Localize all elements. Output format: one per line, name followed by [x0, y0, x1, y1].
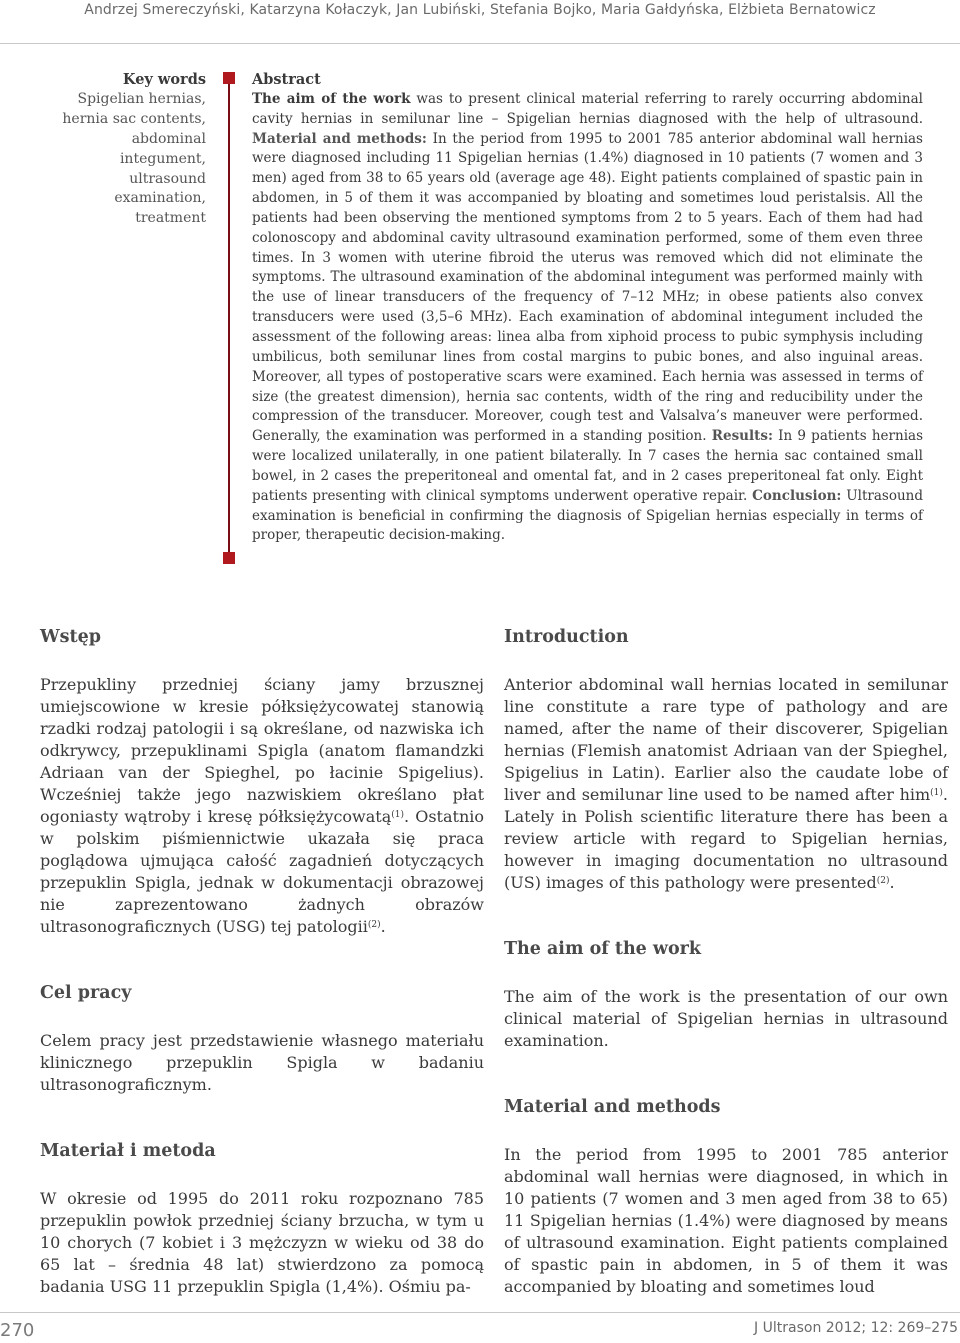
abstract-vertical-rule [228, 78, 230, 562]
abstract-conclusion-label: Conclusion: [752, 487, 842, 504]
footer-divider [0, 1312, 960, 1313]
paragraph-text: Anterior abdominal wall hernias located in semilunar line constitute a rare type of pathology and are named, after the name of their discoverer, Spigelian hernias (Flemish anatomist Adriaan van der Spieghel, Spigelius in Latin). Earlier also the caudate lobe of liver and semilunar line used to be named after him [504, 675, 948, 804]
paragraph-wstep [40, 674, 484, 938]
abstract-aim-label: The aim of the work [252, 90, 411, 107]
paragraph-text: . [380, 917, 386, 936]
abstract-results-text: In 9 patients hernias were localized unilaterally, in one patient bilaterally. In 7 cases the hernia sac contained small bowel, in 2 cases the preperitoneal and omental fat, and in 2 cases preperitoneal fat only. Eight patients presenting with clinical symptoms underwent operative repair. [252, 428, 923, 504]
keyword-item: integument, [119, 150, 206, 167]
paragraph-text: . Lately in Polish scientific literature there has been a review article with regard to Spigelian hernias, however in imaging documentation no ultrasound (US) images of this pathology were presented [504, 785, 948, 892]
paragraph-aim-of-work: The aim of the work is the presentation of our own clinical material of Spigelian hernias in ultrasound examination. [504, 987, 948, 1050]
abstract-methods-label: Material and methods: [252, 130, 427, 147]
abstract-methods-text: In the period from 1995 to 2001 785 anterior abdominal wall hernias were diagnosed including 11 Spigelian hernias (1.4%) diagnosed in 10 patients (7 women and 3 men) aged from 38 to 65 years old (average age 48). Eight patients complained of spastic pain in abdomen, in 5 of them it was accompanied by bloating and sometimes loud peristalsis. All the patients had been observing the mentioned symptoms from 2 to 5 years. Each of them had had colonoscopy and abdominal cavity ultrasound examination performed, some of them even three times. In 3 women with uterine fibroid the uterus was removed which did not eliminate the symptoms. The ultrasound examination of the abdominal integument was performed mainly with the use of linear transducers of the frequency of 7–12 MHz; in obese patients also convex transducers were used (3,5–6 MHz). Each examination of abdominal integument included the assessment of the following areas: linea alba from xiphoid process to pubic symphysis including umbilicus, both semilunar lines from costal margins to pubic bones, and also inguinal areas. Moreover, all types of postoperative scars were examined. Each hernia was assessed in terms of size (the greatest dimension), hernia sac contents, width of the ring and reducibility under the compression of the transducer. Moreover, cough test and Valsalva’s maneuver were performed. Generally, the examination was performed in a standing position. [252, 130, 923, 445]
keyword-item: ultrasound [129, 170, 206, 187]
citation-ref: (1) [930, 788, 943, 798]
paragraph-text: . Ostatnio w polskim piśmiennictwie ukazała się praca poglądowa ujmująca całość zagadnień dotyczących przepuklin Spigla, jednak w dokumentacji obrazowej nie zaprezentowano żadnych obrazów ultrasonograficznych (USG) tej patologii [40, 807, 484, 936]
paragraph-material-and-methods: In the period from 1995 to 2001 785 anterior abdominal wall hernias were diagnosed, in which in 10 patients (7 women and 3 men aged from 38 to 65) 11 Spigelian hernias (1.4%) were diagnosed by means of ultrasound examination. Eight patients complained of spastic pain in abdomen, in 5 of them it was accompanied by bloating and sometimes loud [504, 1145, 948, 1296]
journal-citation: J Ultrason 2012; 12: 269–275 [754, 1320, 958, 1336]
keyword-item: examination, [114, 190, 206, 207]
section-title-wstep: Wstęp [40, 627, 101, 647]
abstract-conclusion-text: Ultrasound examination is beneficial in confirming the diagnosis of Spigelian hernias especially in terms of proper, therapeutic decision-making. [252, 487, 924, 544]
paragraph-introduction [504, 674, 948, 894]
section-title-introduction: Introduction [504, 627, 629, 647]
citation-ref: (2) [367, 920, 381, 930]
abstract-block [252, 70, 923, 546]
english-column [504, 624, 948, 1340]
keywords-title: Key words [122, 71, 206, 88]
section-title-cel-pracy: Cel pracy [40, 983, 132, 1003]
paragraph-material-i-metoda: W okresie od 1995 do 2011 roku rozpoznano 785 przepuklin powłok przedniej ściany brzucha, w tym u 10 chorych (7 kobiet i 3 mężczyzn w wieku od 38 do 65 lat – średnia 48 lat) stwierdzono za pomocą badania USG 11 przepuklin Spigla (1,4%). Ośmiu pa- [40, 1189, 484, 1296]
section-title-aim-of-work: The aim of the work [504, 939, 701, 959]
page-number: 270 [0, 1320, 35, 1341]
keywords-panel [40, 70, 206, 229]
keyword-item: abdominal [131, 130, 206, 147]
abstract-title: Abstract [252, 71, 321, 88]
keyword-item: treatment [135, 210, 206, 227]
paragraph-cel-pracy: Celem pracy jest przedstawienie własnego materiału klinicznego przepuklin Spigla w badaniu ultrasonograficznym. [40, 1031, 484, 1094]
keyword-item: hernia sac contents, [62, 110, 206, 127]
citation-ref: (1) [391, 810, 405, 820]
abstract-aim-text: was to present clinical material referring to rarely occurring abdominal cavity hernias in semilunar line – Spigelian hernias diagnosed with the help of ultrasound. [252, 90, 923, 127]
polish-column [40, 624, 484, 1340]
section-title-material-i-metoda: Materiał i metoda [40, 1141, 216, 1161]
abstract-results-label: Results: [711, 428, 773, 445]
paragraph-text: . [889, 873, 895, 892]
rule-bottom-square-marker [223, 552, 235, 564]
section-title-material-and-methods: Material and methods [504, 1097, 721, 1117]
abstract-body [252, 90, 923, 546]
keyword-item: Spigelian hernias, [77, 90, 206, 107]
running-header-authors: Andrzej Smereczyński, Katarzyna Kołaczyk, Jan Lubiński, Stefania Bojko, Maria Gałdyńska, Elżbieta Bernatowicz [84, 2, 876, 18]
paragraph-text: Przepukliny przedniej ściany jamy brzusznej umiejscowione w kresie półksiężycowatej stanowią rzadki rodzaj patologii i są określane, od nazwiska ich odkrywcy, przepuklinami Spigla (anatom flamandzki Adriaan van der Spieghel, po łacinie Spigelius). Wcześniej także jego nazwiskiem określano płat ogoniasty wątroby i kresę półksiężycowatą [40, 675, 484, 826]
rule-top-square-marker [223, 72, 235, 84]
header-divider [0, 43, 960, 44]
citation-ref: (2) [876, 876, 890, 886]
